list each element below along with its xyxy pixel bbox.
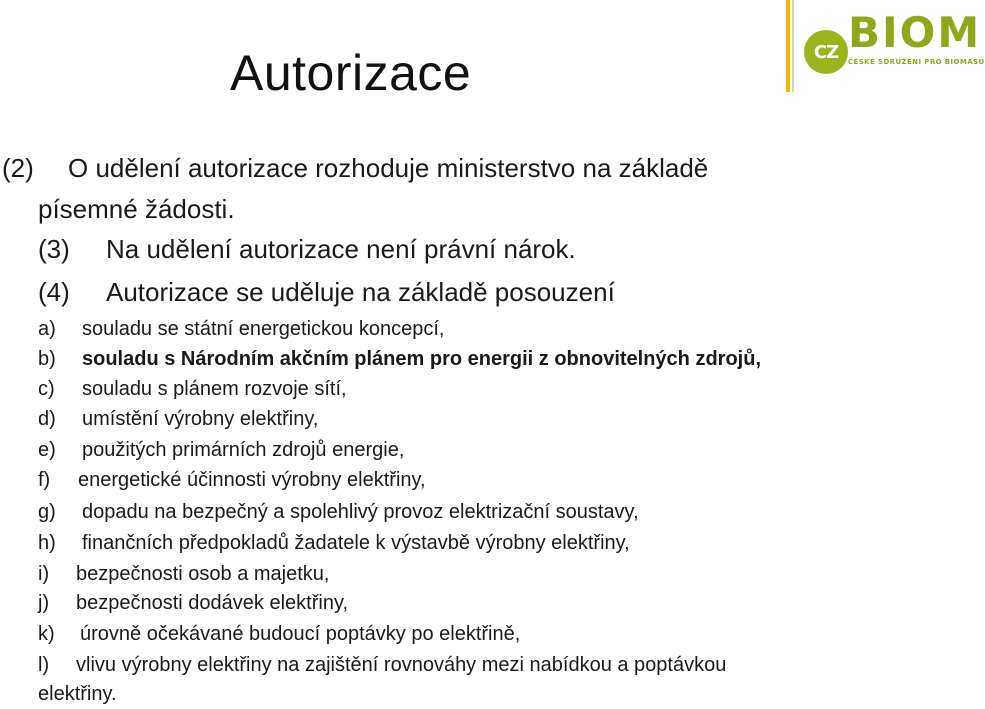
list-item-text: souladu s plánem rozvoje sítí, [82,378,347,400]
list-item [38,561,330,587]
list-item [38,621,520,647]
list-item-text: použitých primárních zdrojů energie, [82,439,405,461]
slide-title: Autorizace [230,45,472,101]
list-item-text: souladu s Národním akčním plánem pro energii z obnovitelných zdrojů, [82,348,761,370]
cz-biom-logo [786,0,985,92]
logo-badge [804,30,848,74]
list-item [38,437,404,463]
paragraph-4 [38,275,615,309]
paragraph-2-label: (2) [2,153,34,183]
list-item-text: bezpečnosti dodávek elektřiny, [76,592,349,614]
paragraph-3 [38,232,576,266]
logo-accent-bar-light [792,0,794,92]
list-item [38,316,444,342]
logo-subtitle: ČESKÉ SDRUŽENÍ PRO BIOMASU [848,58,985,66]
list-item-text: energetické účinnosti výrobny elektřiny, [78,469,426,491]
list-item-text: souladu se státní energetickou koncepcí, [82,318,445,340]
list-item-label: e) [38,439,56,461]
logo-badge-text: CZ [813,41,839,63]
list-item-label: j) [38,592,50,614]
list-item-label: i) [38,563,50,585]
list-item-label: l) [38,654,50,676]
paragraph-3-text: Na udělení autorizace není právní nárok. [106,234,576,264]
paragraph-4-label: (4) [38,277,70,307]
paragraph-3-label: (3) [38,234,70,264]
list-item-label: f) [38,469,51,491]
list-item [38,376,347,402]
paragraph-4-text: Autorizace se uděluje na základě posouzení [106,277,615,307]
list-item-label: c) [38,378,55,400]
list-item [38,406,318,432]
list-item-label: d) [38,408,56,430]
list-item-text: umístění výrobny elektřiny, [82,408,319,430]
list-item-text: úrovně očekávané budoucí poptávky po elektřině, [80,623,521,645]
list-item-label: a) [38,318,56,340]
list-item-text: vlivu výrobny elektřiny na zajištění rovnováhy mezi nabídkou a poptávkou [76,654,727,676]
paragraph-2-continuation: písemné žádosti. [38,194,235,224]
list-item [38,499,639,525]
list-item [38,652,726,678]
list-item [38,467,426,493]
list-item-label: k) [38,623,55,645]
logo-wordmark: BIOM [848,8,982,57]
list-item-text: dopadu na bezpečný a spolehlivý provoz elektrizační soustavy, [82,501,639,523]
list-item [38,346,761,372]
list-item-text: finančních předpokladů žadatele k výstavbě výrobny elektřiny, [82,532,630,554]
list-item-label: b) [38,348,56,370]
list-item-label: g) [38,501,56,523]
list-item-text: bezpečnosti osob a majetku, [76,563,330,585]
paragraph-2-text: O udělení autorizace rozhoduje ministerstvo na základě [68,153,709,183]
list-item-label: h) [38,532,56,554]
paragraph-2 [2,151,708,185]
list-item [38,530,630,556]
list-item-continuation: elektřiny. [38,683,117,705]
list-item [38,590,348,616]
